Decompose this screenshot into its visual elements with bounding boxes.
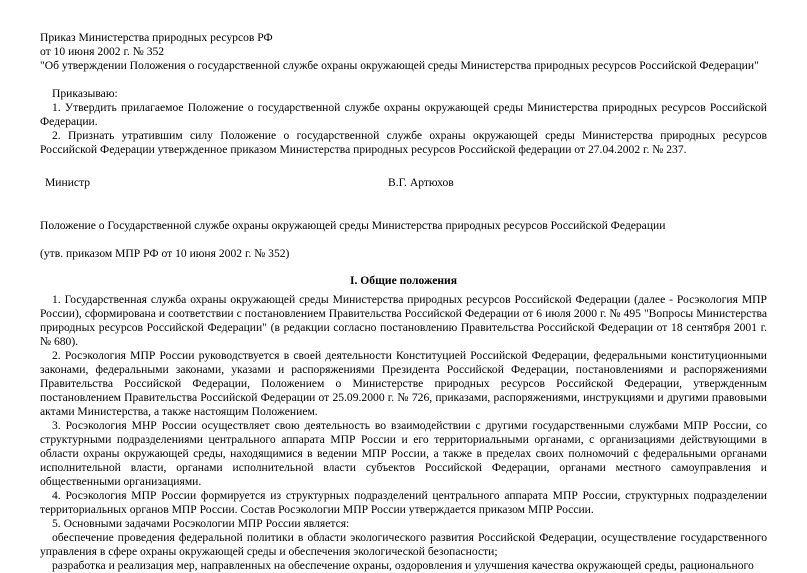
order-item-1: 1. Утвердить прилагаемое Положение о государственной службе охраны окружающей среды Министерства природных ресурсов Российской Федерации. xyxy=(40,101,767,128)
regulation-paragraph-7: разработка и реализация мер, направленных на обеспечение охраны, оздоровления и улучшения качества окружающей среды, рационального xyxy=(52,559,754,572)
order-block xyxy=(40,87,767,157)
document-header xyxy=(40,31,767,73)
document-body xyxy=(40,31,767,573)
header-line-3: "Об утверждении Положения о государственной службе охраны окружающей среды Министерства природных ресурсов Российской Федерации" xyxy=(40,59,759,72)
regulation-paragraph-1: 1. Государственная служба охраны окружающей среды Министерства природных ресурсов Российской Федерации (далее - Росэкология МПР России), сформирована и соответствии с постановлением Правительства Российской Федерации от 6 июля 2000 г. № 495 "Вопросы Министерства природных ресурсов Российской Федерации" (в редакции согласно постановлению Правительства Российской Федерации от 18 сентября 2001 г. № 680). xyxy=(40,293,767,348)
regulation-paragraph-5: 5. Основными задачами Росэкологии МПР России является: xyxy=(52,517,350,530)
regulation-paragraph-3: 3. Росэкология МНР России осуществляет свою деятельность во взаимодействии с другими государственными службами МПР России, со структурными подразделениями центрального аппарата МПР России и его территориальными органами, с организациями действующими в области охраны окружающей среды, находящимися в ведении МПР России, а также в пределах своих полномочий с федеральными органами исполнительной власти, органами исполнительной власти субъектов Российской Федерации, органами местного самоуправления и общественными организациями. xyxy=(40,419,767,488)
section-title: I. Общие положения xyxy=(349,274,457,287)
regulation-paragraph-4: 4. Росэкология МПР России формируется из структурных подразделений центрального аппарата МПР России, структурных подразделении территориальных органов МПР России. Состав Росэкологии МПР России утверждается приказом МПР России. xyxy=(40,489,767,516)
signature-name: В.Г. Артюхов xyxy=(388,176,454,189)
regulation-title: Положение о Государственной службе охраны окружающей среды Министерства природных ресурсов Российской Федерации xyxy=(40,219,666,232)
order-item-2: 2. Признать утратившим силу Положение о государственной службе охраны окружающей среды Министерства природных ресурсов Российской Федерации утвержденное приказом Министерства природных ресурсов Российской федерации от 27.04.2002 г. № 237. xyxy=(40,129,767,156)
signature-block xyxy=(45,176,767,190)
regulation-paragraph-6: обеспечение проведения федеральной политики в области экологического развития Российской Федерации, осуществление государственного управления в сфере охраны окружающей среды и обеспечения экологической безопасности; xyxy=(40,531,767,558)
regulation-approval: (утв. приказом МПР РФ от 10 июня 2002 г. № 352) xyxy=(40,247,290,260)
regulation-paragraphs xyxy=(40,293,767,573)
regulation-paragraph-2: 2. Росэкология МПР России руководствуется в своей деятельности Конституцией Российской Федерации, федеральными конституционными законами, федеральными законами, указами и распоряжениями Президента Российской Федерации, постановлениями и распоряжениями Правительства Российской Федерации, Положением о Министерстве природных ресурсов Российской Федерации, утвержденным постановлением Правительства Российской Федерации от 25.09.2000 г. № 726, приказами, распоряжениями, инструкциями и другими правовыми актами Министерства, а также настоящим Положением. xyxy=(40,349,767,418)
header-line-2: от 10 июня 2002 г. № 352 xyxy=(40,45,165,58)
header-line-1: Приказ Министерства природных ресурсов РФ xyxy=(40,31,273,44)
signature-role: Министр xyxy=(45,176,91,189)
order-intro: Приказываю: xyxy=(52,87,118,100)
